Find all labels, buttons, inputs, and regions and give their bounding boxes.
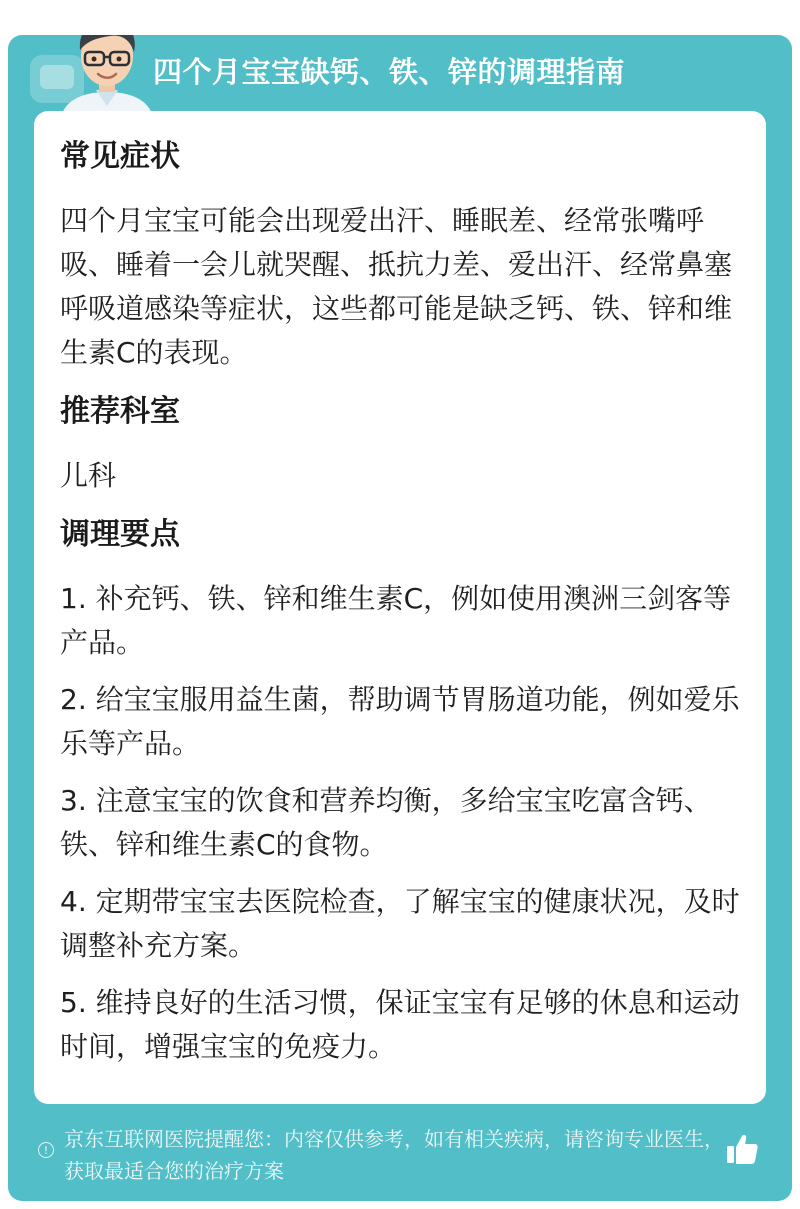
doctor-avatar-icon xyxy=(52,35,162,122)
section-heading-symptoms: 常见症状 xyxy=(60,139,180,174)
section-heading-care-points: 调理要点 xyxy=(60,517,180,552)
care-point-item: 5. 维持良好的生活习惯，保证宝宝有足够的休息和运动时间，增强宝宝的免疫力。 xyxy=(60,986,740,1063)
care-point-item: 4. 定期带宝宝去医院检查，了解宝宝的健康状况，及时调整补充方案。 xyxy=(60,885,740,962)
footer xyxy=(8,1117,792,1201)
guide-frame xyxy=(8,35,792,1201)
section-heading-department: 推荐科室 xyxy=(60,394,180,429)
care-point-item: 3. 注意宝宝的饮食和营养均衡，多给宝宝吃富含钙、铁、锌和维生素C的食物。 xyxy=(60,784,712,861)
symptoms-text: 四个月宝宝可能会出现爱出汗、睡眠差、经常张嘴呼吸、睡着一会儿就哭醒、抵抗力差、爱出汗、经常鼻塞呼吸道感染等症状，这些都可能是缺乏钙、铁、锌和维生素C的表现。 xyxy=(60,204,733,369)
care-point-item: 2. 给宝宝服用益生菌，帮助调节胃肠道功能，例如爱乐乐等产品。 xyxy=(60,683,740,760)
thumbs-up-icon[interactable] xyxy=(724,1131,760,1167)
header xyxy=(8,35,792,110)
page-title: 四个月宝宝缺钙、铁、锌的调理指南 xyxy=(153,55,626,89)
content-card xyxy=(34,111,766,1104)
care-point-item: 1. 补充钙、铁、锌和维生素C，例如使用澳洲三剑客等产品。 xyxy=(60,582,732,659)
disclaimer-text: 京东互联网医院提醒您：内容仅供参考，如有相关疾病，请咨询专业医生，获取最适合您的治疗方案 xyxy=(64,1127,724,1183)
info-icon: ! xyxy=(38,1142,54,1158)
department-text: 儿科 xyxy=(60,459,117,492)
